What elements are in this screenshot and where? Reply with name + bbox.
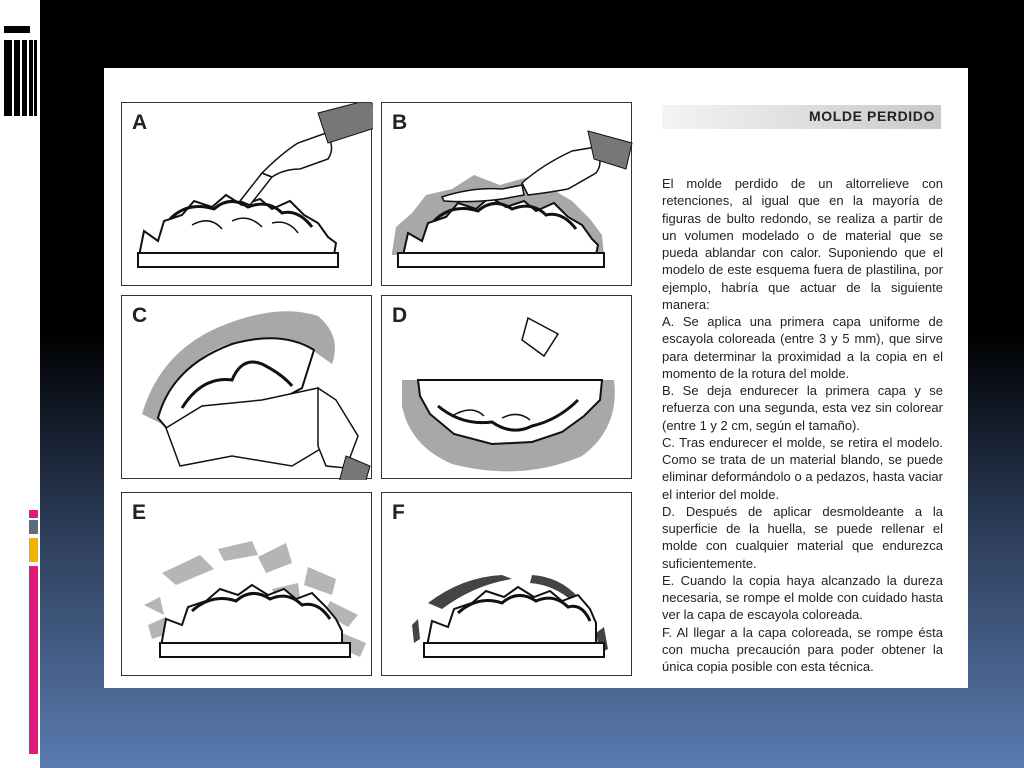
figure-panel-e <box>121 492 372 676</box>
accent-bar-slate <box>29 520 38 534</box>
panel-b-illustration <box>382 103 633 287</box>
panel-c-illustration <box>122 296 373 480</box>
intro-paragraph: El molde perdido de un altorrelieve con retenciones, al igual que en la mayoría de figuras de bulto redondo, se realiza a partir de un volumen modelado o de material que se pueda ablandar con calor. Suponiendo que el modelo de este esquema fuera de plastilina, por ejemplo, habría que actuar de la siguiente manera: <box>662 176 943 312</box>
accent-bar-yellow <box>29 538 38 562</box>
scanned-page <box>104 68 968 688</box>
body-text <box>662 175 943 675</box>
step-b-paragraph: B. Se deja endurecer la primera capa y se refuerza con una segunda, esta vez sin colorear (entre 1 y 2 cm, según el tamaño). <box>662 383 943 433</box>
step-e-paragraph: E. Cuando la copia haya alcanzado la dureza necesaria, se rompe el molde con cuidado hasta ver la capa de escayola coloreada. <box>662 572 943 623</box>
figure-panel-b <box>381 102 632 286</box>
panel-label-a: A <box>132 111 148 134</box>
figure-panel-d <box>381 295 632 479</box>
panel-label-c: C <box>132 304 148 327</box>
panel-e-illustration <box>122 493 373 677</box>
figure-panel-a <box>121 102 372 286</box>
panel-label-b: B <box>392 111 408 134</box>
panel-label-f: F <box>392 501 405 524</box>
section-title: MOLDE PERDIDO <box>808 108 935 124</box>
section-header-bar <box>662 105 941 129</box>
step-a-paragraph: A. Se aplica una primera capa uniforme de escayola coloreada (entre 3 y 5 mm), que sirve para determinar la proximidad a la copia en el momento de la rotura del molde. <box>662 314 943 381</box>
panel-a-illustration <box>122 103 373 287</box>
step-c-paragraph: C. Tras endurecer el molde, se retira el modelo. Como se trata de un material blando, se puede eliminar deformándolo o a pedazos, hasta vaciar el interior del molde. <box>662 434 943 502</box>
panel-d-illustration <box>382 296 633 480</box>
accent-bar-pink-small <box>29 510 38 518</box>
figure-panel-f <box>381 492 632 676</box>
panel-label-d: D <box>392 304 408 327</box>
slide-layout-icon <box>0 18 40 123</box>
panel-f-illustration <box>382 493 633 677</box>
panel-label-e: E <box>132 501 147 524</box>
accent-bar-pink-long <box>29 566 38 754</box>
figure-panel-c <box>121 295 372 479</box>
step-f-paragraph: F. Al llegar a la capa coloreada, se rompe ésta con mucha precaución para poder obtener la única copia posible con esta técnica. <box>662 624 943 674</box>
step-d-paragraph: D. Después de aplicar desmoldeante a la superficie de la huella, se puede rellenar el molde con cualquier material que endurezca suficientemente. <box>662 503 943 571</box>
